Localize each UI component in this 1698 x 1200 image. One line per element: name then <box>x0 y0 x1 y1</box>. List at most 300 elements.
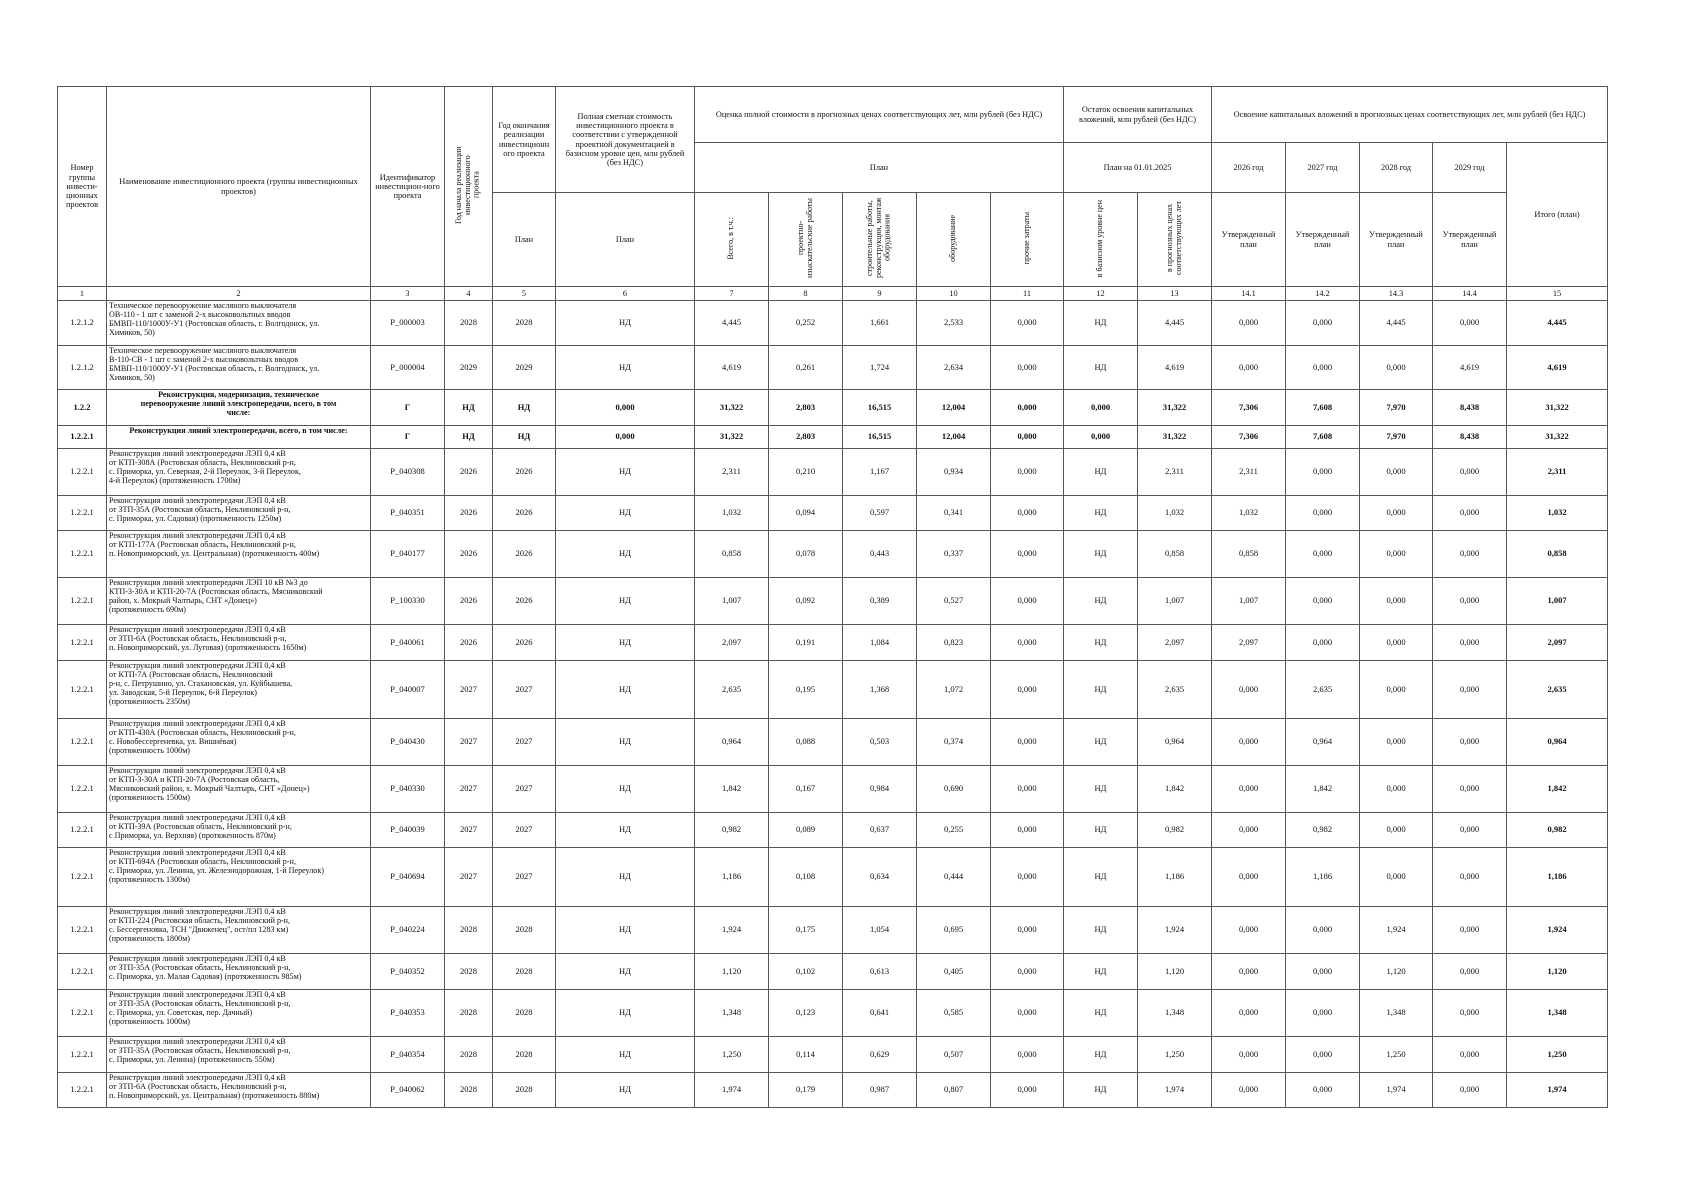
cell-plan-2029: 0,000 <box>1433 531 1507 578</box>
cell-group-number: 1.2.2.1 <box>58 719 107 766</box>
cell-start-year: 2027 <box>445 848 493 907</box>
cell-group-number: 1.2.2.1 <box>58 1073 107 1108</box>
cell-start-year: 2027 <box>445 766 493 813</box>
cell-start-year: 2028 <box>445 990 493 1037</box>
cell-remainder-forecast: 1,924 <box>1138 907 1212 954</box>
col-number: 14.2 <box>1286 287 1360 301</box>
cell-remainder-base: НД <box>1064 578 1138 625</box>
cell-plan-2027: 0,000 <box>1286 301 1360 346</box>
cell-project-name: Реконструкция линий электропередачи ЛЭП 0,4 кВ от ЗТП-35А (Ростовская область, Неклиновский р-н, с. Приморка, ул. Малая Садовая) (протяженность 985м) <box>107 954 371 990</box>
cell-plan-2029: 4,619 <box>1433 346 1507 390</box>
table-row <box>58 346 1608 390</box>
cell-estimate-other: 0,000 <box>991 449 1064 496</box>
cell-plan-2027: 1,186 <box>1286 848 1360 907</box>
cell-plan-2027: 0,000 <box>1286 1037 1360 1073</box>
cell-end-year: 2026 <box>493 531 556 578</box>
cell-end-year: 2028 <box>493 907 556 954</box>
cell-estimate-design: 0,108 <box>769 848 843 907</box>
cell-estimate-other: 0,000 <box>991 813 1064 848</box>
cell-plan-2028: 7,970 <box>1360 426 1433 449</box>
cell-plan-2029: 0,000 <box>1433 848 1507 907</box>
cell-estimate-total: 1,924 <box>695 907 769 954</box>
cell-estimate-design: 0,175 <box>769 907 843 954</box>
cell-plan-2026: 0,000 <box>1212 848 1286 907</box>
cell-remainder-base: НД <box>1064 719 1138 766</box>
col-number: 14.4 <box>1433 287 1507 301</box>
cell-plan-2029: 8,438 <box>1433 390 1507 426</box>
cell-remainder-base: НД <box>1064 531 1138 578</box>
cell-plan-2028: 0,000 <box>1360 449 1433 496</box>
cell-full-cost: НД <box>556 301 695 346</box>
cell-estimate-other: 0,000 <box>991 954 1064 990</box>
cell-group-number: 1.2.2.1 <box>58 766 107 813</box>
table-row <box>58 661 1608 719</box>
table-row <box>58 848 1608 907</box>
cell-total-plan: 1,974 <box>1507 1073 1608 1108</box>
cell-total-plan: 2,635 <box>1507 661 1608 719</box>
cell-remainder-forecast: 0,858 <box>1138 531 1212 578</box>
cell-estimate-equipment: 0,337 <box>917 531 991 578</box>
cell-project-name: Реконструкция линий электропередачи, всего, в том числе: <box>107 426 371 449</box>
cell-remainder-forecast: 31,322 <box>1138 390 1212 426</box>
col-number: 15 <box>1507 287 1608 301</box>
cell-estimate-construction: 1,368 <box>843 661 917 719</box>
cell-project-name: Реконструкция линий электропередачи ЛЭП 10 кВ №3 до КТП-3-30А и КТП-20-7А (Ростовская область, Мясниковский район, х. Мокрый Чалтырь, СНТ «Донец») (протяженность 690м) <box>107 578 371 625</box>
header-full-cost-plan: План <box>556 193 695 287</box>
cell-remainder-forecast: 1,032 <box>1138 496 1212 531</box>
cell-plan-2027: 0,000 <box>1286 1073 1360 1108</box>
cell-remainder-forecast: 2,311 <box>1138 449 1212 496</box>
header-forecast-prices: в прогнозных ценах соответствующих лет <box>1138 193 1212 287</box>
cell-estimate-design: 2,803 <box>769 426 843 449</box>
cell-full-cost: НД <box>556 531 695 578</box>
cell-project-name: Реконструкция линий электропередачи ЛЭП 0,4 кВ от КТП-694А (Ростовская область, Неклиновский р-н, с. Приморка, ул. Ленина, ул. Железнодорожная, 1-й Переулок) (протяженность 1300м) <box>107 848 371 907</box>
cell-project-id: P_040352 <box>371 954 445 990</box>
cell-project-name: Реконструкция линий электропередачи ЛЭП 0,4 кВ от КТП-177А (Ростовская область, Неклиновский р-н, п. Новоприморский, ул. Центральная) (протяженность 400м) <box>107 531 371 578</box>
cell-plan-2026: 7,306 <box>1212 390 1286 426</box>
cell-estimate-total: 31,322 <box>695 426 769 449</box>
investment-table-sheet <box>57 86 1603 1108</box>
cell-full-cost: НД <box>556 766 695 813</box>
cell-project-id: P_040430 <box>371 719 445 766</box>
col-number: 4 <box>445 287 493 301</box>
cell-estimate-design: 0,089 <box>769 813 843 848</box>
cell-plan-2029: 0,000 <box>1433 661 1507 719</box>
cell-remainder-base: НД <box>1064 449 1138 496</box>
cell-end-year: 2028 <box>493 301 556 346</box>
cell-start-year: 2029 <box>445 346 493 390</box>
cell-remainder-forecast: 1,348 <box>1138 990 1212 1037</box>
header-plan-date: План на 01.01.2025 <box>1064 143 1212 193</box>
cell-group-number: 1.2.2.1 <box>58 496 107 531</box>
cell-estimate-construction: 16,515 <box>843 390 917 426</box>
cell-plan-2026: 0,000 <box>1212 990 1286 1037</box>
cell-plan-2029: 0,000 <box>1433 496 1507 531</box>
cell-total-plan: 2,311 <box>1507 449 1608 496</box>
cell-plan-2026: 1,007 <box>1212 578 1286 625</box>
cell-project-id: Г <box>371 426 445 449</box>
cell-remainder-forecast: 1,974 <box>1138 1073 1212 1108</box>
cell-estimate-total: 2,311 <box>695 449 769 496</box>
cell-estimate-construction: 0,597 <box>843 496 917 531</box>
cell-project-name: Техническое перевооружение масляного выключателя В-110-СВ - 1 шт с заменой 2-х высоковольтных вводов БМВП-110/1000У-У1 (Ростовская область, г. Волгодонск, ул. Химиков, 50) <box>107 346 371 390</box>
cell-project-id: P_040177 <box>371 531 445 578</box>
header-project-name: Наименование инвестиционного проекта (группы инвестиционных проектов) <box>107 87 371 287</box>
cell-remainder-forecast: 1,186 <box>1138 848 1212 907</box>
cell-estimate-other: 0,000 <box>991 848 1064 907</box>
cell-plan-2027: 2,635 <box>1286 661 1360 719</box>
cell-estimate-construction: 0,641 <box>843 990 917 1037</box>
col-number: 11 <box>991 287 1064 301</box>
cell-plan-2028: 7,970 <box>1360 390 1433 426</box>
cell-plan-2027: 0,000 <box>1286 449 1360 496</box>
cell-total-plan: 1,348 <box>1507 990 1608 1037</box>
cell-estimate-design: 0,094 <box>769 496 843 531</box>
header-year-2027: 2027 год <box>1286 143 1360 193</box>
cell-plan-2028: 1,348 <box>1360 990 1433 1037</box>
cell-plan-2026: 1,032 <box>1212 496 1286 531</box>
cell-plan-2029: 8,438 <box>1433 426 1507 449</box>
table-row <box>58 390 1608 426</box>
cell-plan-2026: 2,097 <box>1212 625 1286 661</box>
cell-plan-2026: 0,000 <box>1212 1037 1286 1073</box>
cell-estimate-equipment: 0,444 <box>917 848 991 907</box>
investment-projects-table <box>57 86 1608 1108</box>
cell-full-cost: НД <box>556 346 695 390</box>
cell-estimate-total: 1,120 <box>695 954 769 990</box>
cell-plan-2027: 0,000 <box>1286 625 1360 661</box>
cell-remainder-base: НД <box>1064 661 1138 719</box>
cell-plan-2026: 2,311 <box>1212 449 1286 496</box>
cell-end-year: 2027 <box>493 848 556 907</box>
cell-end-year: 2028 <box>493 1073 556 1108</box>
cell-remainder-forecast: 0,964 <box>1138 719 1212 766</box>
cell-plan-2028: 0,000 <box>1360 496 1433 531</box>
cell-plan-2028: 0,000 <box>1360 625 1433 661</box>
cell-plan-2027: 0,000 <box>1286 496 1360 531</box>
table-row <box>58 990 1608 1037</box>
cell-remainder-base: НД <box>1064 346 1138 390</box>
cell-estimate-equipment: 0,934 <box>917 449 991 496</box>
cell-estimate-design: 0,179 <box>769 1073 843 1108</box>
cell-estimate-equipment: 0,527 <box>917 578 991 625</box>
header-identifier: Идентификатор инвестицион-ного проекта <box>371 87 445 287</box>
cell-estimate-design: 0,195 <box>769 661 843 719</box>
col-number: 12 <box>1064 287 1138 301</box>
cell-remainder-forecast: 1,120 <box>1138 954 1212 990</box>
cell-remainder-forecast: 1,842 <box>1138 766 1212 813</box>
cell-end-year: 2029 <box>493 346 556 390</box>
cell-end-year: 2027 <box>493 813 556 848</box>
cell-total-plan: 0,858 <box>1507 531 1608 578</box>
cell-start-year: 2028 <box>445 954 493 990</box>
cell-estimate-design: 0,210 <box>769 449 843 496</box>
cell-group-number: 1.2.2 <box>58 390 107 426</box>
cell-plan-2027: 7,608 <box>1286 426 1360 449</box>
col-number: 2 <box>107 287 371 301</box>
cell-end-year: 2027 <box>493 766 556 813</box>
cell-project-name: Реконструкция линий электропередачи ЛЭП 0,4 кВ от КТП-7А (Ростовская область, Неклиновский р-н, с. Петрушино, ул. Стахановская, ул. Куйбышева, ул. Заводская, 5-й Переулок, 6-й Переулок) (протяженность 2350м) <box>107 661 371 719</box>
header-design: проектно-изыскательские работы <box>769 193 843 287</box>
cell-plan-2029: 0,000 <box>1433 578 1507 625</box>
cell-start-year: 2026 <box>445 625 493 661</box>
col-number: 1 <box>58 287 107 301</box>
cell-total-plan: 1,032 <box>1507 496 1608 531</box>
cell-estimate-equipment: 0,341 <box>917 496 991 531</box>
cell-plan-2029: 0,000 <box>1433 766 1507 813</box>
cell-estimate-equipment: 0,807 <box>917 1073 991 1108</box>
cell-plan-2028: 0,000 <box>1360 346 1433 390</box>
cell-plan-2029: 0,000 <box>1433 990 1507 1037</box>
cell-remainder-base: НД <box>1064 1073 1138 1108</box>
cell-start-year: 2028 <box>445 907 493 954</box>
col-number: 6 <box>556 287 695 301</box>
cell-estimate-construction: 0,634 <box>843 848 917 907</box>
cell-estimate-design: 0,123 <box>769 990 843 1037</box>
col-number: 14.1 <box>1212 287 1286 301</box>
cell-estimate-equipment: 2,634 <box>917 346 991 390</box>
cell-group-number: 1.2.2.1 <box>58 954 107 990</box>
cell-estimate-construction: 1,661 <box>843 301 917 346</box>
cell-start-year: 2027 <box>445 661 493 719</box>
cell-project-id: P_040354 <box>371 1037 445 1073</box>
col-number: 8 <box>769 287 843 301</box>
cell-group-number: 1.2.2.1 <box>58 1037 107 1073</box>
cell-group-number: 1.2.1.2 <box>58 346 107 390</box>
header-full-cost: Полная сметная стоимость инвестиционного проекта в соответствии с утвержденной проектной документацией в базисном уровне цен, млн рублей (без НДС) <box>556 87 695 193</box>
cell-plan-2028: 1,924 <box>1360 907 1433 954</box>
cell-total-plan: 1,186 <box>1507 848 1608 907</box>
cell-estimate-construction: 0,443 <box>843 531 917 578</box>
cell-estimate-other: 0,000 <box>991 531 1064 578</box>
cell-project-id: P_040007 <box>371 661 445 719</box>
cell-estimate-construction: 0,637 <box>843 813 917 848</box>
cell-remainder-base: НД <box>1064 907 1138 954</box>
cell-estimate-other: 0,000 <box>991 719 1064 766</box>
cell-estimate-design: 0,261 <box>769 346 843 390</box>
cell-total-plan: 31,322 <box>1507 426 1608 449</box>
cell-estimate-equipment: 0,255 <box>917 813 991 848</box>
cell-project-id: P_040224 <box>371 907 445 954</box>
cell-total-plan: 1,924 <box>1507 907 1608 954</box>
cell-plan-2026: 0,000 <box>1212 813 1286 848</box>
cell-remainder-forecast: 0,982 <box>1138 813 1212 848</box>
cell-full-cost: НД <box>556 954 695 990</box>
cell-end-year: 2026 <box>493 449 556 496</box>
cell-total-plan: 1,842 <box>1507 766 1608 813</box>
cell-plan-2028: 0,000 <box>1360 848 1433 907</box>
cell-project-name: Реконструкция линий электропередачи ЛЭП 0,4 кВ от ЗТП-6А (Ростовская область, Неклиновский р-н, п. Новоприморский, ул. Луговая) (протяженность 1650м) <box>107 625 371 661</box>
header-total-plan: Итого (план) <box>1507 143 1608 287</box>
cell-plan-2026: 0,000 <box>1212 954 1286 990</box>
cell-project-id: P_040308 <box>371 449 445 496</box>
cell-plan-2027: 0,000 <box>1286 907 1360 954</box>
cell-start-year: НД <box>445 390 493 426</box>
cell-plan-2026: 0,000 <box>1212 301 1286 346</box>
cell-start-year: 2027 <box>445 813 493 848</box>
cell-start-year: 2027 <box>445 719 493 766</box>
cell-remainder-base: НД <box>1064 496 1138 531</box>
cell-plan-2029: 0,000 <box>1433 813 1507 848</box>
cell-remainder-forecast: 2,635 <box>1138 661 1212 719</box>
table-row <box>58 301 1608 346</box>
header-year-2026: 2026 год <box>1212 143 1286 193</box>
cell-plan-2028: 0,000 <box>1360 578 1433 625</box>
cell-group-number: 1.2.2.1 <box>58 449 107 496</box>
cell-project-name: Реконструкция, модернизация, техническое перевооружение линий электропередачи, всего, в том числе: <box>107 390 371 426</box>
cell-estimate-equipment: 1,072 <box>917 661 991 719</box>
cell-group-number: 1.2.2.1 <box>58 578 107 625</box>
cell-plan-2026: 0,000 <box>1212 661 1286 719</box>
table-row <box>58 426 1608 449</box>
cell-plan-2029: 0,000 <box>1433 449 1507 496</box>
cell-estimate-total: 31,322 <box>695 390 769 426</box>
cell-estimate-equipment: 0,507 <box>917 1037 991 1073</box>
cell-start-year: 2026 <box>445 449 493 496</box>
table-row <box>58 719 1608 766</box>
cell-total-plan: 1,007 <box>1507 578 1608 625</box>
cell-estimate-other: 0,000 <box>991 766 1064 813</box>
cell-group-number: 1.2.2.1 <box>58 426 107 449</box>
cell-plan-2028: 0,000 <box>1360 813 1433 848</box>
cell-plan-2028: 1,250 <box>1360 1037 1433 1073</box>
cell-end-year: 2028 <box>493 990 556 1037</box>
col-number: 3 <box>371 287 445 301</box>
cell-estimate-equipment: 0,585 <box>917 990 991 1037</box>
cell-plan-2027: 0,000 <box>1286 531 1360 578</box>
cell-estimate-design: 0,114 <box>769 1037 843 1073</box>
table-body <box>58 301 1608 1108</box>
cell-plan-2028: 0,000 <box>1360 719 1433 766</box>
cell-plan-2026: 0,000 <box>1212 1073 1286 1108</box>
cell-plan-2028: 0,000 <box>1360 766 1433 813</box>
cell-project-id: P_000003 <box>371 301 445 346</box>
cell-start-year: 2028 <box>445 1073 493 1108</box>
cell-full-cost: НД <box>556 449 695 496</box>
cell-project-name: Реконструкция линий электропередачи ЛЭП 0,4 кВ от ЗТП-35А (Ростовская область, Неклиновский р-н, с. Приморка, ул. Советская, пер. Дачный) (протяженность 1000м) <box>107 990 371 1037</box>
table-row <box>58 813 1608 848</box>
cell-remainder-forecast: 1,250 <box>1138 1037 1212 1073</box>
col-number: 14.3 <box>1360 287 1433 301</box>
col-number: 13 <box>1138 287 1212 301</box>
cell-estimate-design: 0,088 <box>769 719 843 766</box>
cell-project-id: P_040694 <box>371 848 445 907</box>
cell-remainder-base: НД <box>1064 301 1138 346</box>
cell-estimate-equipment: 0,823 <box>917 625 991 661</box>
cell-estimate-design: 0,078 <box>769 531 843 578</box>
cell-project-id: P_040039 <box>371 813 445 848</box>
cell-project-name: Реконструкция линий электропередачи ЛЭП 0,4 кВ от ЗТП-6А (Ростовская область, Неклиновский р-н, п. Новоприморский, ул. Центральная) (протяженность 880м) <box>107 1073 371 1108</box>
cell-plan-2029: 0,000 <box>1433 719 1507 766</box>
header-estimate-plan: План <box>695 143 1064 193</box>
cell-estimate-other: 0,000 <box>991 578 1064 625</box>
cell-end-year: 2026 <box>493 496 556 531</box>
cell-estimate-total: 1,007 <box>695 578 769 625</box>
cell-total-plan: 4,619 <box>1507 346 1608 390</box>
cell-start-year: 2026 <box>445 531 493 578</box>
cell-full-cost: НД <box>556 1073 695 1108</box>
cell-total-plan: 1,250 <box>1507 1037 1608 1073</box>
cell-plan-2026: 7,306 <box>1212 426 1286 449</box>
cell-plan-2028: 1,974 <box>1360 1073 1433 1108</box>
cell-full-cost: НД <box>556 719 695 766</box>
cell-remainder-base: 0,000 <box>1064 426 1138 449</box>
header-construction: строительные работы, реконструкция, монтаж оборудования <box>843 193 917 287</box>
col-number: 10 <box>917 287 991 301</box>
cell-estimate-total: 1,974 <box>695 1073 769 1108</box>
cell-project-id: P_040353 <box>371 990 445 1037</box>
cell-project-name: Реконструкция линий электропередачи ЛЭП 0,4 кВ от КТП-224 (Ростовская область, Неклиновский р-н, с. Бессергеновка, ТСН "Движенец", ост/пл 1283 км) (протяженность 1800м) <box>107 907 371 954</box>
cell-start-year: 2026 <box>445 496 493 531</box>
cell-remainder-base: НД <box>1064 766 1138 813</box>
cell-remainder-base: НД <box>1064 990 1138 1037</box>
cell-remainder-forecast: 4,445 <box>1138 301 1212 346</box>
cell-estimate-equipment: 0,405 <box>917 954 991 990</box>
cell-group-number: 1.2.2.1 <box>58 990 107 1037</box>
cell-full-cost: НД <box>556 661 695 719</box>
header-group-no: Номер группы инвести-ционных проектов <box>58 87 107 287</box>
cell-estimate-total: 2,635 <box>695 661 769 719</box>
header-base-prices: в базисном уровне цен <box>1064 193 1138 287</box>
cell-group-number: 1.2.2.1 <box>58 531 107 578</box>
cell-full-cost: НД <box>556 990 695 1037</box>
cell-plan-2028: 0,000 <box>1360 661 1433 719</box>
table-row <box>58 578 1608 625</box>
table-row <box>58 449 1608 496</box>
cell-remainder-base: НД <box>1064 848 1138 907</box>
cell-project-id: P_040062 <box>371 1073 445 1108</box>
cell-plan-2027: 0,000 <box>1286 346 1360 390</box>
table-row <box>58 1073 1608 1108</box>
cell-full-cost: НД <box>556 848 695 907</box>
cell-plan-2028: 1,120 <box>1360 954 1433 990</box>
cell-estimate-equipment: 12,004 <box>917 390 991 426</box>
cell-plan-2026: 0,000 <box>1212 346 1286 390</box>
cell-plan-2028: 4,445 <box>1360 301 1433 346</box>
cell-project-name: Реконструкция линий электропередачи ЛЭП 0,4 кВ от ЗТП-35А (Ростовская область, Неклиновский р-н, с. Приморка, ул. Садовая) (протяженность 1250м) <box>107 496 371 531</box>
cell-full-cost: НД <box>556 578 695 625</box>
header-year-2028: 2028 год <box>1360 143 1433 193</box>
cell-estimate-equipment: 2,533 <box>917 301 991 346</box>
header-approved-2028: Утвержденный план <box>1360 193 1433 287</box>
cell-estimate-total: 1,250 <box>695 1037 769 1073</box>
cell-group-number: 1.2.2.1 <box>58 813 107 848</box>
cell-estimate-construction: 1,054 <box>843 907 917 954</box>
table-row <box>58 766 1608 813</box>
cell-estimate-total: 0,982 <box>695 813 769 848</box>
cell-plan-2026: 0,000 <box>1212 907 1286 954</box>
cell-plan-2029: 0,000 <box>1433 1037 1507 1073</box>
cell-project-name: Реконструкция линий электропередачи ЛЭП 0,4 кВ от КТП-430А (Ростовская область, Неклиновский р-н, с. Новобессергеневка, ул. Вишнёвая) (протяженность 1000м) <box>107 719 371 766</box>
header-development: Освоение капитальных вложений в прогнозных ценах соответствующих лет, млн рублей (без НДС) <box>1212 87 1608 143</box>
cell-estimate-total: 4,445 <box>695 301 769 346</box>
header-equipment: оборудование <box>917 193 991 287</box>
cell-estimate-other: 0,000 <box>991 496 1064 531</box>
cell-start-year: 2028 <box>445 1037 493 1073</box>
table-row <box>58 907 1608 954</box>
cell-remainder-base: НД <box>1064 1037 1138 1073</box>
cell-end-year: 2026 <box>493 578 556 625</box>
header-approved-2026: Утвержденный план <box>1212 193 1286 287</box>
cell-plan-2027: 0,964 <box>1286 719 1360 766</box>
cell-estimate-total: 0,964 <box>695 719 769 766</box>
cell-end-year: 2027 <box>493 719 556 766</box>
cell-estimate-total: 1,348 <box>695 990 769 1037</box>
col-number: 5 <box>493 287 556 301</box>
cell-total-plan: 1,120 <box>1507 954 1608 990</box>
table-row <box>58 496 1608 531</box>
cell-end-year: 2026 <box>493 625 556 661</box>
